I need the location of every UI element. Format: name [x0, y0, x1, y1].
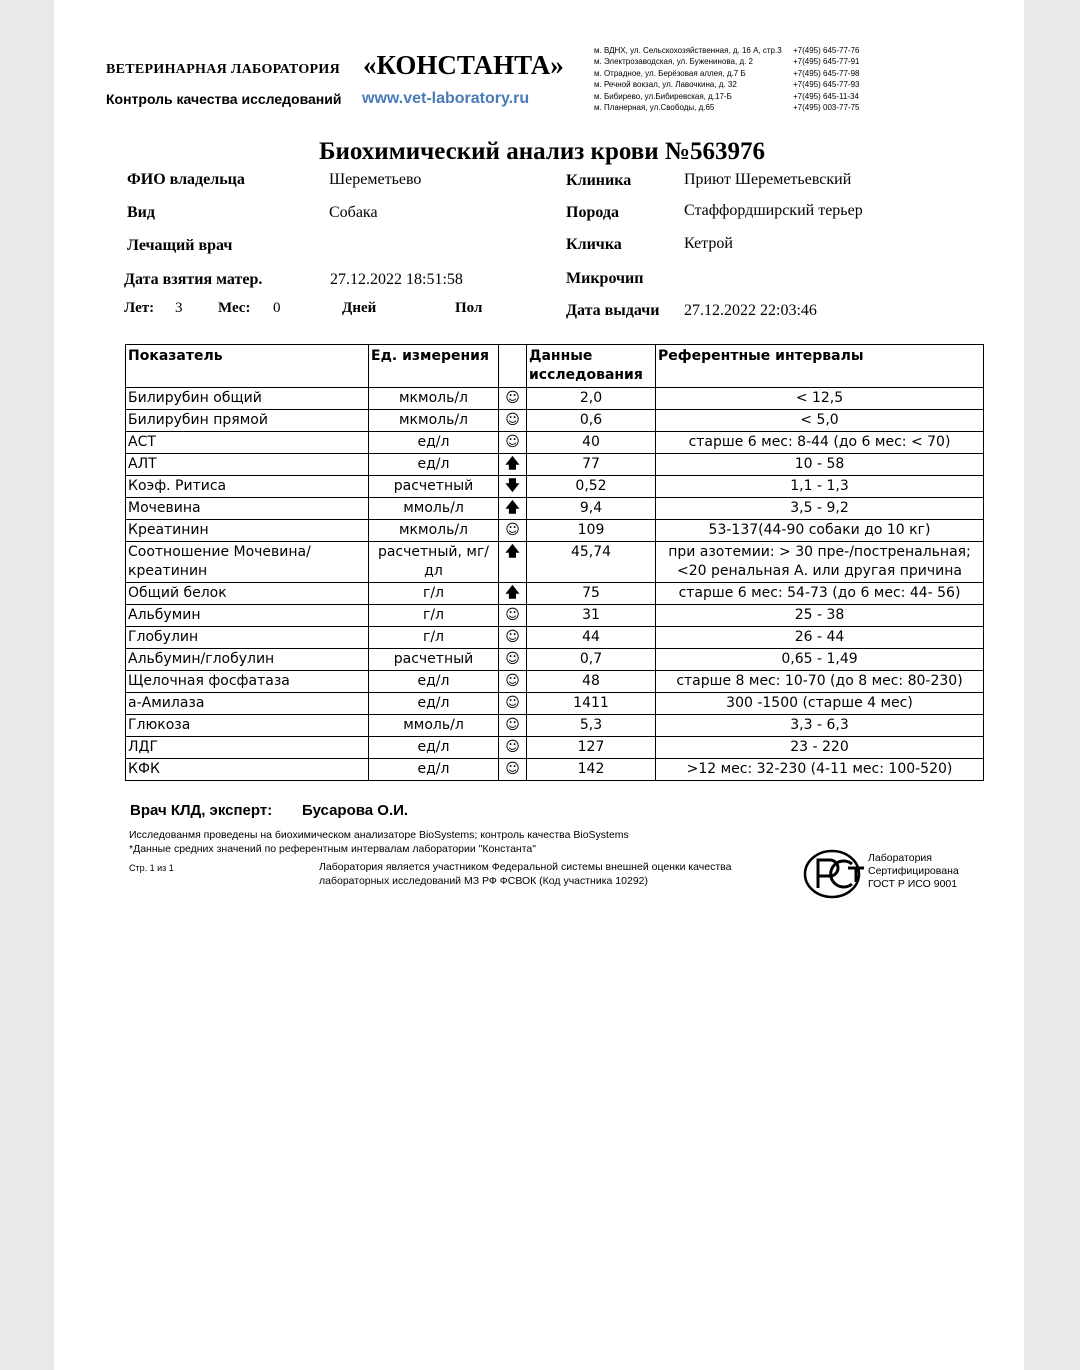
address-phone: +7(495) 645-77-91 — [793, 57, 860, 67]
value-cell: 0,52 — [527, 476, 656, 498]
species-value: Собака — [329, 204, 378, 221]
issue-date-value: 27.12.2022 22:03:46 — [684, 302, 817, 319]
lab-name: ВЕТЕРИНАРНАЯ ЛАБОРАТОРИЯ — [106, 62, 340, 77]
cert-line-2: Сертифицирована — [868, 865, 959, 877]
table-row — [126, 737, 984, 759]
unit-cell: мкмоль/л — [369, 388, 499, 410]
value-cell: 142 — [527, 759, 656, 781]
value-cell: 2,0 — [527, 388, 656, 410]
lab-title: «КОНСТАНТА» — [363, 50, 564, 80]
value-cell: 109 — [527, 520, 656, 542]
address-phone: +7(495) 645-77-98 — [793, 68, 860, 78]
table-row — [126, 583, 984, 605]
owner-label: ФИО владельца — [127, 171, 245, 188]
value-cell: 44 — [527, 627, 656, 649]
header-result: Данные исследования — [527, 345, 656, 388]
years-value: 3 — [175, 300, 183, 316]
header-unit: Ед. измерения — [369, 345, 499, 388]
param-cell: Общий белок — [126, 583, 369, 605]
clinic-value: Приют Шереметьевский — [684, 171, 852, 188]
param-cell: АЛТ — [126, 454, 369, 476]
table-row — [126, 759, 984, 781]
fsvok-line-2: лабораторных исследований МЗ РФ ФСВОК (Код участника 10292) — [319, 875, 649, 887]
unit-cell: г/л — [369, 627, 499, 649]
days-label: Дней — [342, 300, 377, 316]
reference-cell: 26 - 44 — [656, 627, 984, 649]
param-cell: Креатинин — [126, 520, 369, 542]
normal-smile-icon: ☺ — [499, 715, 527, 737]
owner-value: Шереметьево — [329, 171, 422, 188]
reference-cell: < 12,5 — [656, 388, 984, 410]
reference-cell: старше 6 мес: 54-73 (до 6 мес: 44- 56) — [656, 583, 984, 605]
normal-smile-icon: ☺ — [499, 627, 527, 649]
table-row — [126, 476, 984, 498]
unit-cell: ед/л — [369, 671, 499, 693]
reference-cell: 53-137(44-90 собаки до 10 кг) — [656, 520, 984, 542]
table-row — [126, 605, 984, 627]
address-row — [594, 102, 860, 113]
normal-smile-icon: ☺ — [499, 693, 527, 715]
issue-date-label: Дата выдачи — [566, 302, 660, 319]
table-row — [126, 671, 984, 693]
normal-smile-icon: ☺ — [499, 759, 527, 781]
table-row — [126, 715, 984, 737]
unit-cell: ммоль/л — [369, 498, 499, 520]
reference-cell: >12 мес: 32-230 (4-11 мес: 100-520) — [656, 759, 984, 781]
value-cell: 0,7 — [527, 649, 656, 671]
unit-cell: ед/л — [369, 737, 499, 759]
arrow-up-icon: 🡅 — [499, 583, 527, 605]
arrow-down-icon: 🡇 — [499, 476, 527, 498]
reference-cell: 3,5 - 9,2 — [656, 498, 984, 520]
address-text: м. Электрозаводская, ул. Буженинова, д. 2 — [594, 57, 754, 67]
reference-cell: 10 - 58 — [656, 454, 984, 476]
cert-line-3: ГОСТ Р ИСО 9001 — [868, 878, 958, 890]
unit-cell: г/л — [369, 583, 499, 605]
reference-cell: 300 -1500 (старше 4 мес) — [656, 693, 984, 715]
unit-cell: мкмоль/л — [369, 520, 499, 542]
value-cell: 127 — [527, 737, 656, 759]
months-value: 0 — [273, 300, 281, 316]
normal-smile-icon: ☺ — [499, 605, 527, 627]
unit-cell: расчетный — [369, 649, 499, 671]
address-phone: +7(495) 003-77-75 — [793, 103, 860, 113]
param-cell: Щелочная фосфатаза — [126, 671, 369, 693]
table-row — [126, 649, 984, 671]
table-row — [126, 627, 984, 649]
param-cell: Альбумин — [126, 605, 369, 627]
unit-cell: ед/л — [369, 432, 499, 454]
header-ref: Референтные интервалы — [656, 345, 984, 388]
unit-cell: ед/л — [369, 454, 499, 476]
reference-note: *Данные средних значений по референтным интервалам лаборатории "Константа" — [129, 843, 536, 855]
table-row — [126, 693, 984, 715]
address-phone: +7(495) 645-77-93 — [793, 80, 860, 90]
address-text: м. Отрадное, ул. Берёзовая аллея, д.7 Б — [594, 68, 746, 78]
header-param: Показатель — [126, 345, 369, 388]
unit-cell: ед/л — [369, 693, 499, 715]
param-cell: а-Амилаза — [126, 693, 369, 715]
website-link[interactable]: www.vet-laboratory.ru — [362, 90, 530, 107]
page-number: Стр. 1 из 1 — [129, 863, 174, 873]
arrow-up-icon: 🡅 — [499, 454, 527, 476]
analyzer-note: Исследованмя проведены на биохимическом анализаторе BioSystems; контроль качества BioSystems — [129, 829, 629, 841]
reference-cell: < 5,0 — [656, 410, 984, 432]
certification-text — [868, 852, 959, 891]
cert-line-1: Лаборатория — [868, 852, 932, 864]
reference-cell: при азотемии: > 30 пре-/постренальная; <20 ренальная А. или другая причина — [656, 542, 984, 583]
address-row — [594, 45, 860, 56]
normal-smile-icon: ☺ — [499, 520, 527, 542]
unit-cell: ммоль/л — [369, 715, 499, 737]
unit-cell: г/л — [369, 605, 499, 627]
reference-cell: 25 - 38 — [656, 605, 984, 627]
table-row — [126, 454, 984, 476]
header-flag — [499, 345, 527, 388]
address-text: м. Планерная, ул.Свободы, д.65 — [594, 103, 715, 113]
normal-smile-icon: ☺ — [499, 649, 527, 671]
param-cell: КФК — [126, 759, 369, 781]
param-cell: Альбумин/глобулин — [126, 649, 369, 671]
param-cell: Глюкоза — [126, 715, 369, 737]
nickname-label: Кличка — [566, 236, 622, 253]
address-phone: +7(495) 645-11-34 — [793, 91, 859, 101]
sample-date-label: Дата взятия матер. — [124, 271, 263, 288]
table-row — [126, 542, 984, 583]
param-cell: Билирубин общий — [126, 388, 369, 410]
table-row — [126, 432, 984, 454]
value-cell: 77 — [527, 454, 656, 476]
unit-cell: расчетный — [369, 476, 499, 498]
param-cell: Соотношение Мочевина/креатинин — [126, 542, 369, 583]
address-text: м. Бибирево, ул.Бибиревская, д.17-Б — [594, 91, 732, 101]
value-cell: 40 — [527, 432, 656, 454]
unit-cell: ед/л — [369, 759, 499, 781]
param-cell: ЛДГ — [126, 737, 369, 759]
quality-control-caption: Контроль качества исследований — [106, 91, 342, 107]
normal-smile-icon: ☺ — [499, 410, 527, 432]
reference-cell: старше 8 мес: 10-70 (до 8 мес: 80-230) — [656, 671, 984, 693]
value-cell: 31 — [527, 605, 656, 627]
nickname-value: Кетрой — [684, 235, 733, 252]
normal-smile-icon: ☺ — [499, 388, 527, 410]
value-cell: 0,6 — [527, 410, 656, 432]
reference-cell: 3,3 - 6,3 — [656, 715, 984, 737]
reference-cell: старше 6 мес: 8-44 (до 6 мес: < 70) — [656, 432, 984, 454]
address-list — [594, 45, 860, 113]
unit-cell: расчетный, мг/дл — [369, 542, 499, 583]
normal-smile-icon: ☺ — [499, 432, 527, 454]
fsvok-line-1: Лаборатория является участником Федеральной системы внешней оценки качества — [319, 861, 732, 873]
reference-cell: 23 - 220 — [656, 737, 984, 759]
value-cell: 45,74 — [527, 542, 656, 583]
param-cell: Коэф. Ритиса — [126, 476, 369, 498]
table-row — [126, 520, 984, 542]
sex-label: Пол — [455, 300, 483, 316]
breed-label: Порода — [566, 204, 619, 221]
arrow-up-icon: 🡅 — [499, 542, 527, 583]
results-table — [125, 344, 984, 781]
table-row — [126, 498, 984, 520]
years-label: Лет: — [124, 300, 155, 316]
address-row — [594, 68, 860, 79]
value-cell: 48 — [527, 671, 656, 693]
address-text: м. ВДНХ, ул. Сельскохозяйственная, д. 16 А, стр.3 — [594, 46, 782, 55]
table-row — [126, 388, 984, 410]
table-row — [126, 410, 984, 432]
param-cell: АСТ — [126, 432, 369, 454]
clinic-label: Клиника — [566, 172, 632, 189]
document-title: Биохимический анализ крови №563976 — [319, 138, 766, 165]
signer-label: Врач КЛД, эксперт: — [130, 802, 273, 819]
report-page — [54, 0, 1024, 1370]
value-cell: 1411 — [527, 693, 656, 715]
rst-certification-logo-icon — [802, 848, 866, 905]
sample-date-value: 27.12.2022 18:51:58 — [330, 271, 463, 288]
address-row — [594, 79, 860, 90]
normal-smile-icon: ☺ — [499, 737, 527, 759]
value-cell: 75 — [527, 583, 656, 605]
address-row — [594, 91, 860, 102]
fsvok-note — [319, 860, 731, 888]
param-cell: Мочевина — [126, 498, 369, 520]
months-label: Мес: — [218, 300, 251, 316]
signer-name: Бусарова О.И. — [302, 802, 409, 819]
reference-cell: 1,1 - 1,3 — [656, 476, 984, 498]
breed-value: Стаффордширский терьер — [684, 202, 863, 219]
doctor-label: Лечащий врач — [127, 237, 233, 254]
address-phone: +7(495) 645-77-76 — [793, 46, 860, 55]
results-header-row — [126, 345, 984, 388]
unit-cell: мкмоль/л — [369, 410, 499, 432]
reference-cell: 0,65 - 1,49 — [656, 649, 984, 671]
value-cell: 5,3 — [527, 715, 656, 737]
param-cell: Глобулин — [126, 627, 369, 649]
species-label: Вид — [127, 204, 155, 221]
value-cell: 9,4 — [527, 498, 656, 520]
arrow-up-icon: 🡅 — [499, 498, 527, 520]
address-row — [594, 56, 860, 67]
address-text: м. Речной вокзал, ул. Лавочкина, д. 32 — [594, 80, 737, 90]
normal-smile-icon: ☺ — [499, 671, 527, 693]
microchip-label: Микрочип — [566, 270, 644, 287]
param-cell: Билирубин прямой — [126, 410, 369, 432]
